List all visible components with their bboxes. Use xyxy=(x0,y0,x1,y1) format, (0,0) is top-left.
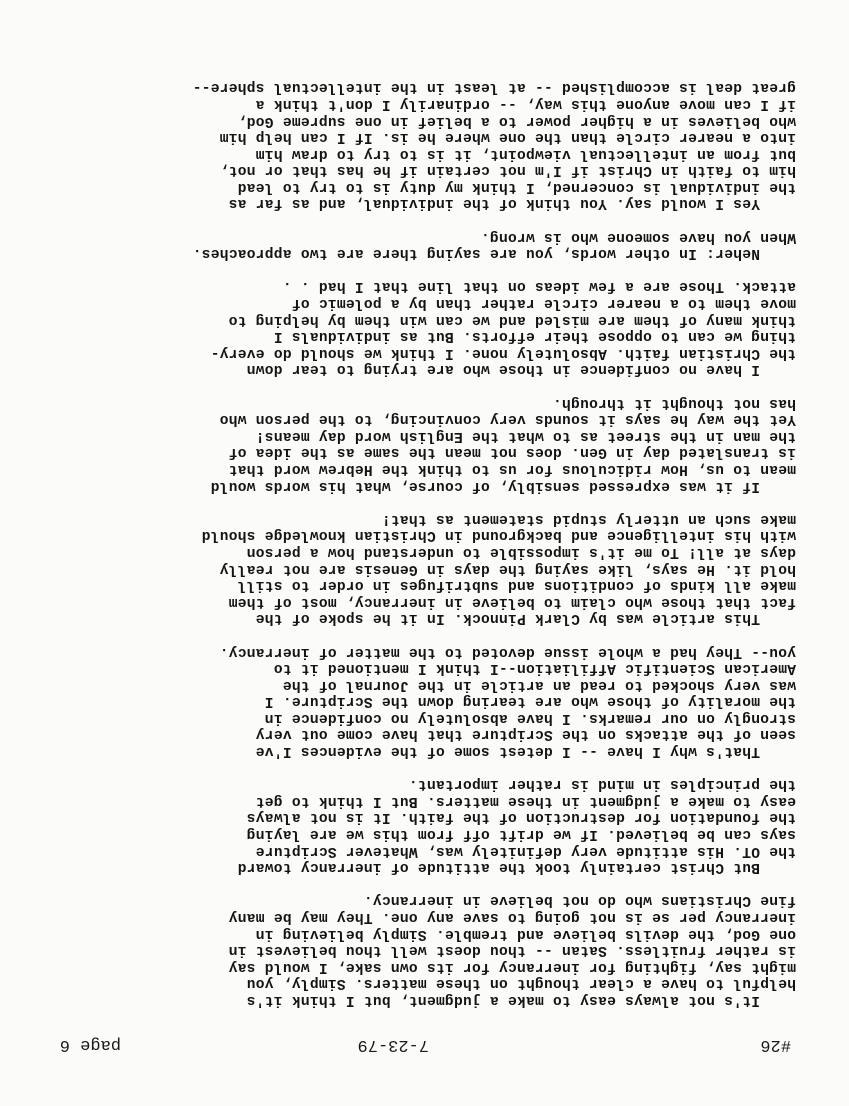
page-number: page 6 xyxy=(59,1035,121,1054)
document-date: 7-23-79 xyxy=(357,1035,429,1054)
paragraph: This article was by Clark Pinnock. In it he spoke of the fact that those who claim to believe in inerrancy, most of them make all kinds of conditions and subtrifuges in order to still hold it. He says, like saying the days in Genesis are not really days at all! To me it's impossible to understand how a person with his intelligence and background in Christian knowledge should make such an utterly stupid statement as that! xyxy=(201,510,796,627)
transcript-body xyxy=(36,62,796,1008)
paragraph: It's not always easy to make a judgment, but I think it's helpful to have a clear thought on these matters. Simply, you might say, fighting for inerrancy for its own sake, I would say is rather fruitless. Satan -- thou doest well thou believest in one God, the devils believe and tremble. Simply believing in inerrancy per se is not going to save any one. They may be many fine Christians who do not believe in inerrancy. xyxy=(228,892,796,1008)
paragraph: But Christ certainly took the attitude of inerrancy toward the OT. His attitude very definitely was, Whatever Scripture says can be believed. If we drift off from this we are laying the foundation for destruction of the faith. It is not always easy to make a judgment in these matters. But I think to get the principles in mind is rather important. xyxy=(237,776,796,876)
paragraph: That's why I have -- I detest some of the evidences I've seen of the attacks on the Scripture that have come out very strongly on our remarks. I have absolutely no confidence in the morality of those who are tearing down the Scripture. I was very shocked to read an article in the Journal of the American Scientific Affiliation--I think I mentioned it to you-- They had a whole issue devoted to the matter of inerrancy. xyxy=(219,643,796,760)
document-number: #26 xyxy=(760,1035,791,1054)
paragraph: I have no confidence in those who are trying to tear down the Christian faith. Absolutely none. I think we should do every- thing we can to oppose their efforts. But as individuals I think many of them are misled and we can win them by helping to move them to a nearer circle rather than by a polemic of attack. Those are a few ideas on that line that I had . . xyxy=(210,278,796,378)
paragraph: If it was expressed sensibly, of course, what his words would mean to us, How ridiculous for us to think the Hebrew word that is translated day in Gen. does not mean the same as the idea of the man in the street as to what the English word day means! Yet the way he says it sounds very convincing, to the person who has not thought it through. xyxy=(210,394,796,494)
paragraph: Yes I would say. You think of the individual, and as far as the individual is concerned, I think my duty is to try to lead him to faith in Christ if I'm not certain if he has that or not, but from an intellectual viewpoint, it is to try to draw him into a nearer circle than the one where he is. If I can help him who believes in a higher power to a belief in one supreme God, if I can move anyone this way, -- ordinarily I don't think a great deal is accomplished -- at least in the intellectual sphere-- xyxy=(192,79,796,212)
paragraph: Neher: In other words, you are saying there are two approaches. When you have someone who is wrong. xyxy=(192,228,796,262)
page-header xyxy=(0,1032,849,1054)
